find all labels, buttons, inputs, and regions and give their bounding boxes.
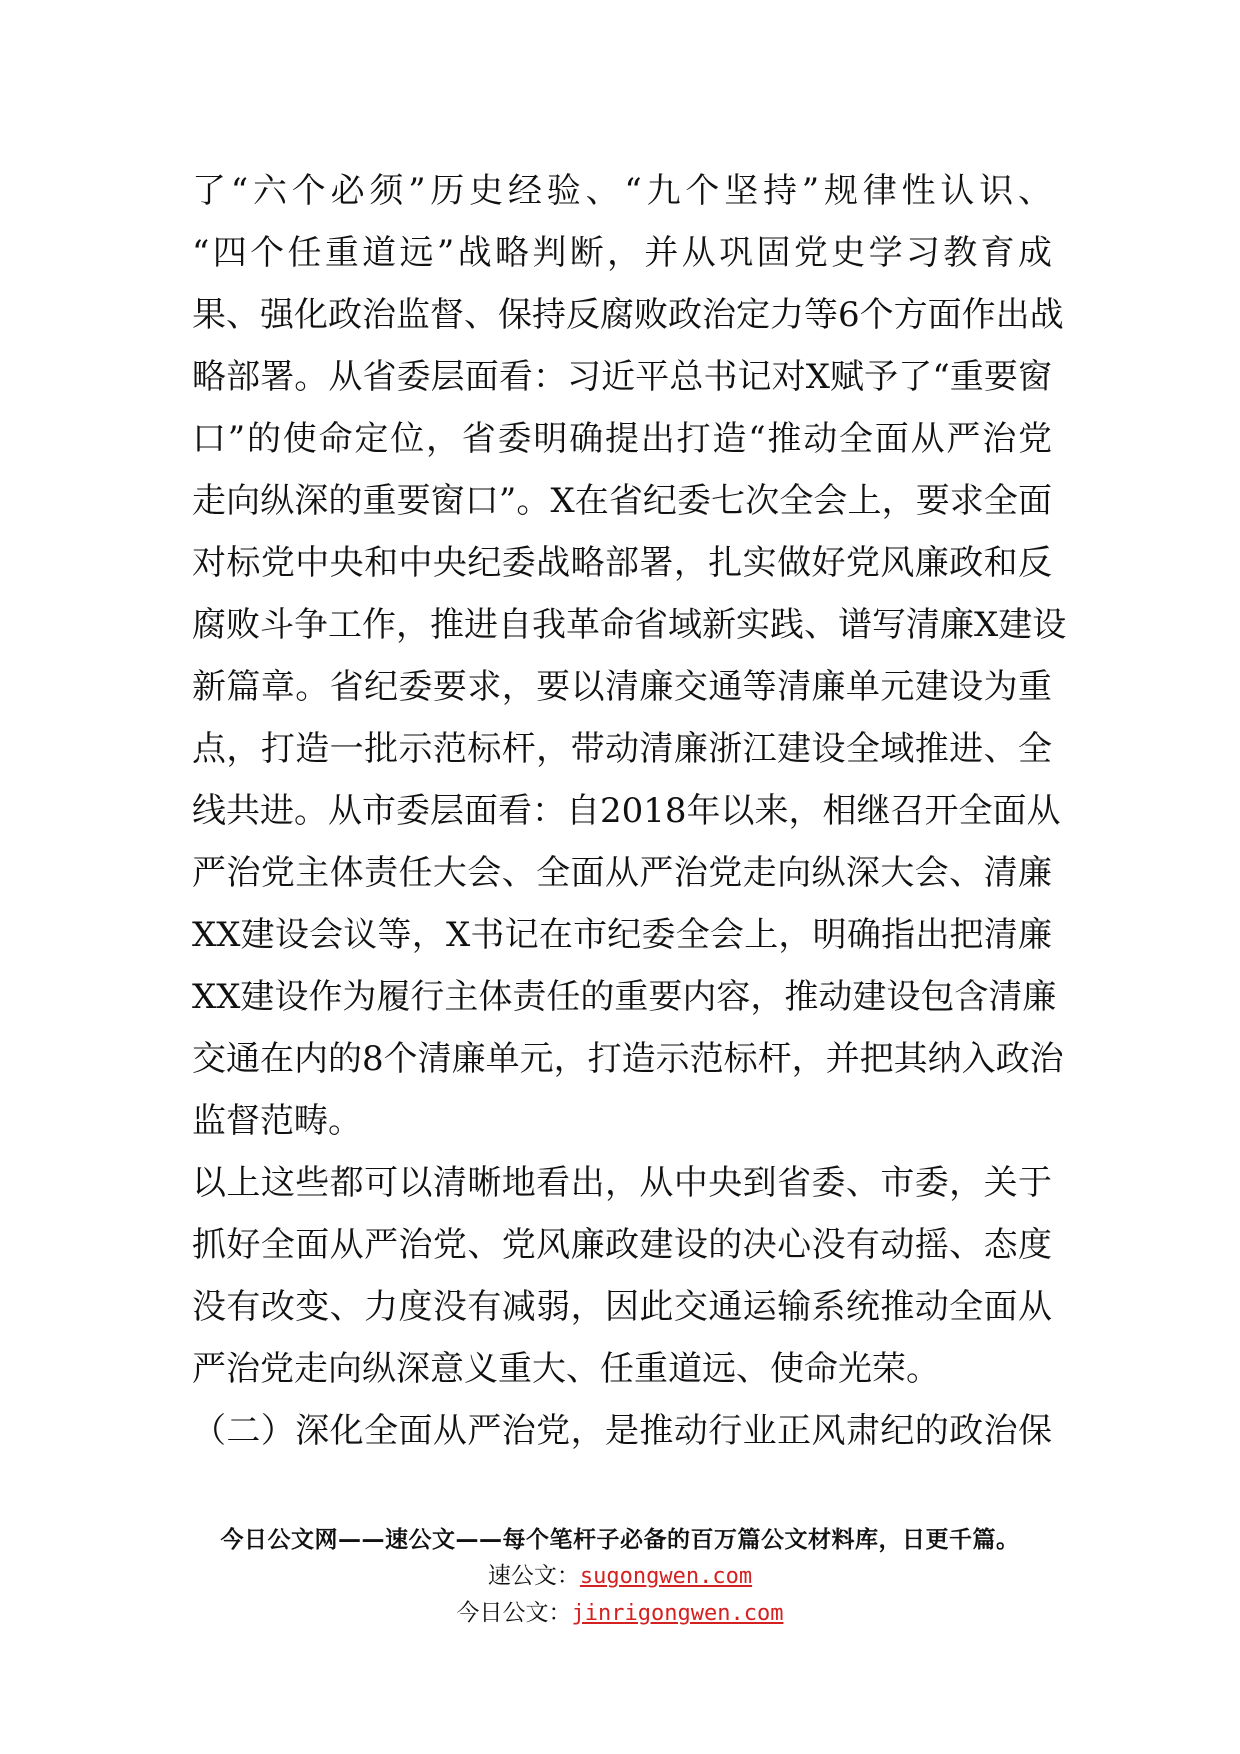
- text-line: 口”的使命定位，省委明确提出打造“推动全面从严治党: [192, 419, 1052, 459]
- text-line: 以上这些都可以清晰地看出，从中央到省委、市委，关于: [192, 1163, 1052, 1203]
- footer-site-sugongwen: [0, 1558, 1240, 1595]
- jinrigongwen-link[interactable]: jinrigongwen.com: [571, 1601, 784, 1626]
- footer-slogan: 今日公文网——速公文——每个笔杆子必备的百万篇公文材料库，日更千篇。: [220, 1527, 1020, 1553]
- text-line: 交通在内的8个清廉单元，打造示范标杆，并把其纳入政治: [192, 1039, 1064, 1079]
- footer: [0, 1522, 1240, 1632]
- text-line: 严治党走向纵深意义重大、任重道远、使命光荣。: [192, 1349, 940, 1389]
- text-line: 对标党中央和中央纪委战略部署，扎实做好党风廉政和反: [192, 543, 1052, 583]
- text-line: 新篇章。省纪委要求，要以清廉交通等清廉单元建设为重: [192, 667, 1052, 707]
- sugongwen-link[interactable]: sugongwen.com: [579, 1564, 753, 1589]
- footer-site-jinrigongwen: [0, 1595, 1240, 1632]
- site-label: 今日公文：: [456, 1600, 572, 1626]
- text-line: 抓好全面从严治党、党风廉政建设的决心没有动摇、态度: [192, 1225, 1052, 1265]
- text-line: 果、强化政治监督、保持反腐败政治定力等6个方面作出战: [192, 295, 1064, 335]
- section-heading: （二）深化全面从严治党，是推动行业正风肃纪的政治保: [192, 1411, 1052, 1451]
- text-line: 腐败斗争工作，推进自我革命省域新实践、谱写清廉X建设: [192, 605, 1067, 645]
- document-body: [192, 160, 1067, 1462]
- text-line: 点，打造一批示范标杆，带动清廉浙江建设全域推进、全: [192, 729, 1052, 769]
- text-line: XX建设会议等，X书记在市纪委全会上，明确指出把清廉: [192, 915, 1052, 955]
- text-line: 略部署。从省委层面看：习近平总书记对X赋予了“重要窗: [192, 357, 1052, 397]
- text-line: 没有改变、力度没有减弱，因此交通运输系统推动全面从: [192, 1287, 1052, 1327]
- text-line: XX建设作为履行主体责任的重要内容，推动建设包含清廉: [192, 977, 1057, 1017]
- text-line: 了“六个必须”历史经验、“九个坚持”规律性认识、: [192, 171, 1052, 211]
- text-line: 严治党主体责任大会、全面从严治党走向纵深大会、清廉: [192, 853, 1052, 893]
- site-label: 速公文：: [487, 1563, 580, 1589]
- text-line: 走向纵深的重要窗口”。X在省纪委七次全会上，要求全面: [192, 481, 1052, 521]
- text-line: “四个任重道远”战略判断，并从巩固党史学习教育成: [192, 233, 1052, 273]
- text-line: 监督范畴。: [192, 1101, 362, 1141]
- text-line: 线共进。从市委层面看：自2018年以来，相继召开全面从: [192, 791, 1061, 831]
